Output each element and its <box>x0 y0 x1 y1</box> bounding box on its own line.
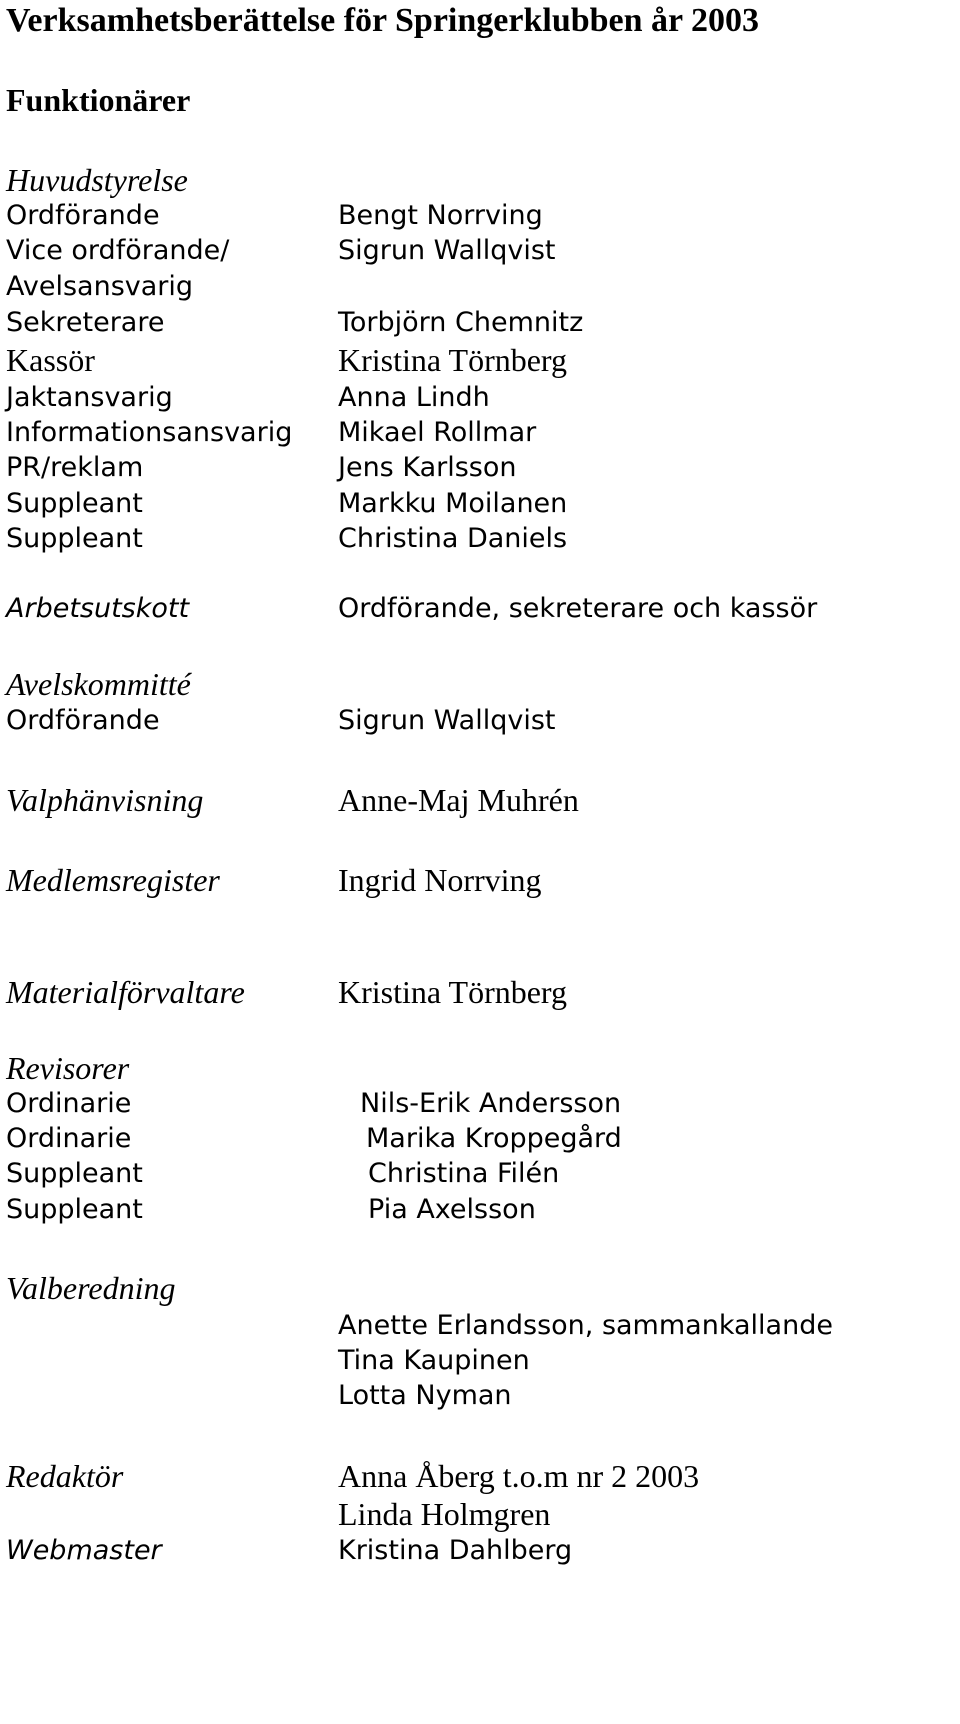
name-revisor-suppleant-1: Christina Filén <box>368 1158 560 1189</box>
redaktor-name-2: Linda Holmgren <box>338 1496 551 1532</box>
name-ordforande: Bengt Norrving <box>338 200 543 231</box>
role-kassor: Kassör <box>6 342 95 378</box>
role-vice-ordforande: Vice ordförande/ <box>6 235 230 266</box>
section-title-funktionarer: Funktionärer <box>6 82 191 118</box>
role-suppleant-2: Suppleant <box>6 523 143 554</box>
name-valphanvisning: Anne-Maj Muhrén <box>338 782 579 818</box>
role-suppleant-1: Suppleant <box>6 488 143 519</box>
heading-webmaster: Webmaster <box>6 1535 162 1566</box>
heading-arbetsutskott: Arbetsutskott <box>6 593 190 624</box>
name-jaktansvarig: Anna Lindh <box>338 382 490 413</box>
role-revisor-suppleant-1: Suppleant <box>6 1158 143 1189</box>
heading-huvudstyrelse: Huvudstyrelse <box>6 162 188 198</box>
role-avelskommitte-ordforande: Ordförande <box>6 705 160 736</box>
redaktor-name-1: Anna Åberg t.o.m nr 2 2003 <box>338 1458 700 1494</box>
document-title: Verksamhetsberättelse för Springerklubben år 2003 <box>6 2 760 39</box>
valberedning-member-2: Tina Kaupinen <box>338 1345 530 1376</box>
name-revisor-1: Nils-Erik Andersson <box>360 1088 622 1119</box>
heading-revisorer: Revisorer <box>6 1050 130 1086</box>
name-vice-ordforande: Sigrun Wallqvist <box>338 235 556 266</box>
role-informationsansvarig: Informationsansvarig <box>6 417 293 448</box>
name-materialforvaltare: Kristina Törnberg <box>338 974 567 1010</box>
role-revisor-2: Ordinarie <box>6 1123 132 1154</box>
name-informationsansvarig: Mikael Rollmar <box>338 417 537 448</box>
valberedning-member-3: Lotta Nyman <box>338 1380 512 1411</box>
name-medlemsregister: Ingrid Norrving <box>338 862 542 898</box>
name-revisor-2: Marika Kroppegård <box>366 1123 622 1154</box>
name-revisor-suppleant-2: Pia Axelsson <box>368 1194 536 1225</box>
role-sekreterare: Sekreterare <box>6 307 165 338</box>
role-revisor-1: Ordinarie <box>6 1088 132 1119</box>
name-sekreterare: Torbjörn Chemnitz <box>338 307 584 338</box>
name-avelskommitte-ordforande: Sigrun Wallqvist <box>338 705 556 736</box>
name-pr-reklam: Jens Karlsson <box>338 452 517 483</box>
name-suppleant-2: Christina Daniels <box>338 523 568 554</box>
role-avelsansvarig: Avelsansvarig <box>6 271 194 302</box>
role-jaktansvarig: Jaktansvarig <box>6 382 173 413</box>
name-kassor: Kristina Törnberg <box>338 342 567 378</box>
role-revisor-suppleant-2: Suppleant <box>6 1194 143 1225</box>
heading-avelskommitte: Avelskommitté <box>6 666 191 702</box>
valberedning-member-1: Anette Erlandsson, sammankallande <box>338 1310 833 1341</box>
heading-medlemsregister: Medlemsregister <box>6 862 220 898</box>
heading-redaktor: Redaktör <box>6 1458 124 1494</box>
heading-materialforvaltare: Materialförvaltare <box>6 974 245 1010</box>
heading-valberedning: Valberedning <box>6 1270 176 1306</box>
role-pr-reklam: PR/reklam <box>6 452 144 483</box>
arbetsutskott-value: Ordförande, sekreterare och kassör <box>338 593 818 624</box>
name-webmaster: Kristina Dahlberg <box>338 1535 573 1566</box>
heading-valphanvisning: Valphänvisning <box>6 782 204 818</box>
name-suppleant-1: Markku Moilanen <box>338 488 568 519</box>
role-ordforande: Ordförande <box>6 200 160 231</box>
